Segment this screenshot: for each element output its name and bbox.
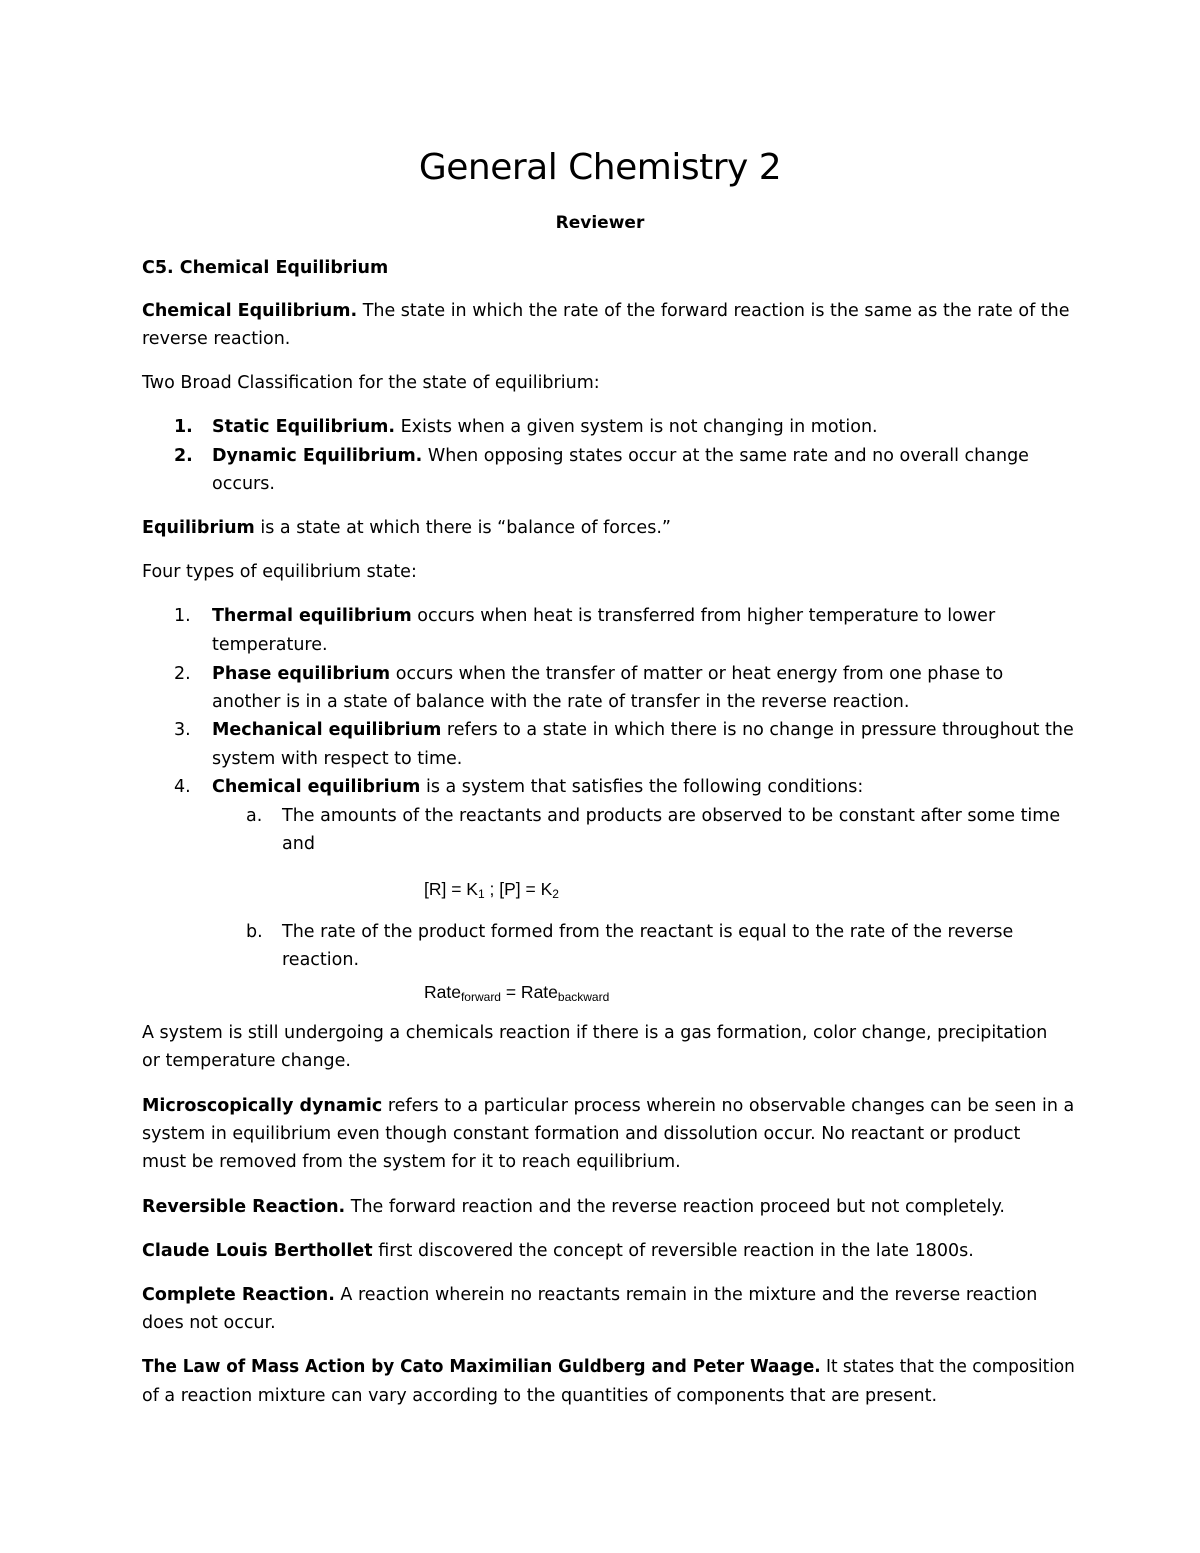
list-number: 4. xyxy=(174,777,191,797)
system-paragraph-line: A system is still undergoing a chemicals reaction if there is a gas formation, color change, precipitation xyxy=(142,1023,1048,1043)
item-text: refers to a state in which there is no change in pressure throughout the xyxy=(441,720,1074,740)
mass-action-paragraph xyxy=(142,1353,1075,1382)
sub-item-continuation: and xyxy=(282,834,315,854)
paragraph-text: It states that the composition xyxy=(820,1357,1075,1377)
definition-continuation: reverse reaction. xyxy=(142,329,291,349)
list-number: 1. xyxy=(174,417,193,437)
document-subtitle: Reviewer xyxy=(555,213,645,233)
complete-reaction-paragraph xyxy=(142,1281,1037,1310)
paragraph-continuation: does not occur. xyxy=(142,1313,276,1333)
sub-list-item: The amounts of the reactants and products are observed to be constant after some time xyxy=(282,806,1061,826)
list-number: 1. xyxy=(174,606,191,626)
list-item xyxy=(212,660,1003,689)
system-paragraph-line: or temperature change. xyxy=(142,1051,351,1071)
item-continuation: another is in a state of balance with the rate of transfer in the reverse reaction. xyxy=(212,692,910,712)
item-text: Exists when a given system is not changing in motion. xyxy=(395,417,878,437)
list-item xyxy=(212,716,1074,745)
document-title: General Chemistry 2 xyxy=(418,147,782,188)
sub-list-letter: a. xyxy=(246,806,263,826)
list-item xyxy=(212,413,878,442)
equation-part: = Rate xyxy=(500,982,558,1002)
paragraph-continuation: of a reaction mixture can vary according to the quantities of components that are present. xyxy=(142,1386,938,1406)
subscript: 2 xyxy=(552,887,559,901)
two-broad-intro: Two Broad Classification for the state of equilibrium: xyxy=(142,373,600,393)
term: Chemical Equilibrium. xyxy=(142,301,358,321)
term: The Law of Mass Action by Cato Maximilian Guldberg and Peter Waage. xyxy=(142,1357,821,1377)
sub-item-continuation: reaction. xyxy=(282,950,360,970)
list-number: 2. xyxy=(174,664,191,684)
term: Reversible Reaction. xyxy=(142,1197,346,1217)
equilibrium-definition xyxy=(142,514,671,543)
term: Equilibrium xyxy=(142,518,255,538)
equation-part: Rate xyxy=(424,982,461,1002)
item-text: When opposing states occur at the same rate and no overall change xyxy=(422,446,1029,466)
reversible-reaction-paragraph xyxy=(142,1193,1005,1222)
term: Static Equilibrium. xyxy=(212,417,396,437)
term: Dynamic Equilibrium. xyxy=(212,446,423,466)
term: Claude Louis Berthollet xyxy=(142,1241,373,1261)
paragraph-continuation: system in equilibrium even though constant formation and dissolution occur. No reactant or product xyxy=(142,1124,1021,1144)
item-continuation: system with respect to time. xyxy=(212,749,463,769)
subscript: forward xyxy=(460,990,501,1004)
item-text: occurs when heat is transferred from higher temperature to lower xyxy=(411,606,996,626)
four-types-intro: Four types of equilibrium state: xyxy=(142,562,417,582)
list-number: 2. xyxy=(174,446,193,466)
sub-list-item: The rate of the product formed from the reactant is equal to the rate of the reverse xyxy=(282,922,1014,942)
berthollet-paragraph xyxy=(142,1237,974,1266)
chemical-equilibrium-definition xyxy=(142,297,1070,326)
term: Chemical equilibrium xyxy=(212,777,421,797)
list-item xyxy=(212,442,1029,471)
section-heading: C5. Chemical Equilibrium xyxy=(142,258,389,278)
paragraph-continuation: must be removed from the system for it to reach equilibrium. xyxy=(142,1152,681,1172)
paragraph-text: The forward reaction and the reverse reaction proceed but not completely. xyxy=(345,1197,1005,1217)
item-continuation: temperature. xyxy=(212,635,328,655)
list-item xyxy=(212,773,863,802)
paragraph-text: refers to a particular process wherein no observable changes can be seen in a xyxy=(382,1096,1075,1116)
list-item xyxy=(212,602,995,631)
sub-list-letter: b. xyxy=(246,922,263,942)
subscript: 1 xyxy=(477,887,485,901)
equation-part: [R] = K xyxy=(424,879,478,899)
paragraph-text: A reaction wherein no reactants remain in the mixture and the reverse reaction xyxy=(334,1285,1038,1305)
term: Thermal equilibrium xyxy=(212,606,412,626)
equation-concentration-constants xyxy=(424,876,559,907)
equation-part: ; [P] = K xyxy=(484,879,553,899)
equation-rates xyxy=(424,979,609,1010)
subscript: backward xyxy=(557,990,610,1004)
term: Complete Reaction. xyxy=(142,1285,335,1305)
list-number: 3. xyxy=(174,720,191,740)
item-continuation: occurs. xyxy=(212,474,275,494)
definition-text: is a state at which there is “balance of forces.” xyxy=(254,518,671,538)
term: Mechanical equilibrium xyxy=(212,720,442,740)
item-text: occurs when the transfer of matter or heat energy from one phase to xyxy=(390,664,1004,684)
microscopically-dynamic-paragraph xyxy=(142,1092,1074,1121)
paragraph-text: first discovered the concept of reversible reaction in the late 1800s. xyxy=(372,1241,974,1261)
definition-text: The state in which the rate of the forward reaction is the same as the rate of the xyxy=(357,301,1070,321)
item-text: is a system that satisfies the following conditions: xyxy=(420,777,864,797)
term: Microscopically dynamic xyxy=(142,1096,383,1116)
term: Phase equilibrium xyxy=(212,664,391,684)
